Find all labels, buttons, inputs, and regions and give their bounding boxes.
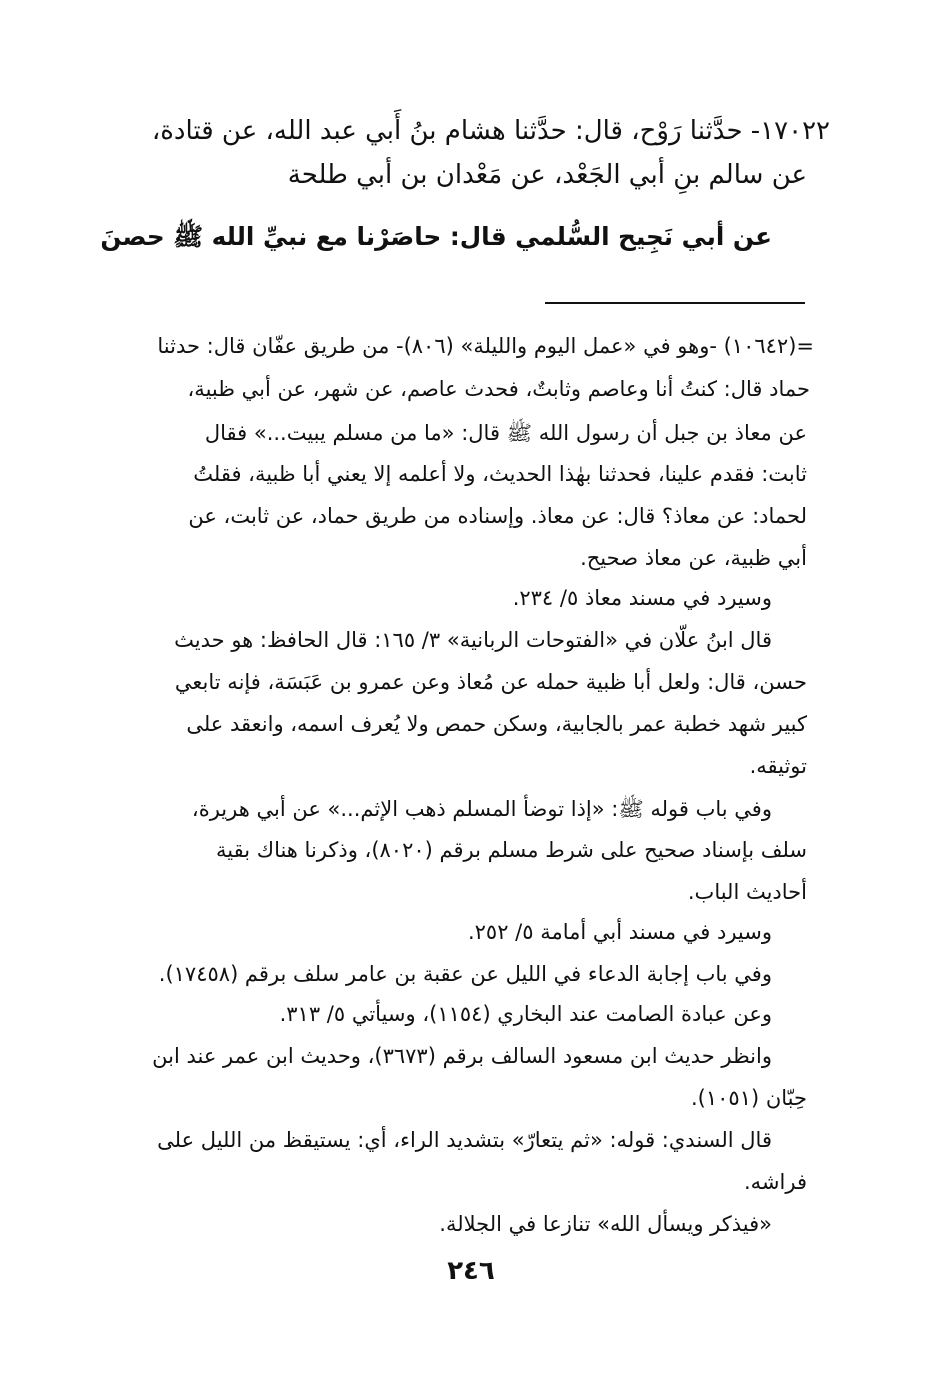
- page-number: ٢٤٦: [447, 1256, 495, 1286]
- footnote-line: حِبّان (١٠٥١).: [690, 1086, 807, 1110]
- footnote-line: وفي باب إجابة الدعاء في الليل عن عقبة بن عامر سلف برقم (١٧٤٥٨).: [158, 962, 772, 986]
- footnote-separator: [545, 302, 805, 304]
- footnote-line: فراشه.: [744, 1170, 807, 1194]
- footnote-line: كبير شهد خطبة عمر بالجابية، وسكن حمص ولا يُعرف اسمه، وانعقد على: [186, 712, 807, 736]
- hadith-line-3: عن أبي نَجِيح السُّلمي قال: حاصَرْنا مع نبيِّ الله ﷺ حصنَ: [100, 222, 772, 251]
- footnote-line: وسيرد في مسند معاذ ٥/ ٢٣٤.: [512, 586, 772, 610]
- footnote-line: حسن، قال: ولعل أبا ظبية حمله عن مُعاذ وعن عمرو بن عَبَسَة، فإنه تابعي: [174, 670, 807, 694]
- hadith-line-1: ١٧٠٢٢- حدَّثنا رَوْح، قال: حدَّثنا هشام بنُ أَبي عبد الله، عن قتادة،: [151, 116, 830, 146]
- footnote-line: وسيرد في مسند أبي أمامة ٥/ ٢٥٢.: [467, 920, 772, 944]
- footnote-line: قال السندي: قوله: «ثم يتعارّ» بتشديد الراء، أي: يستيقظ من الليل على: [157, 1128, 772, 1152]
- footnote-line: قال ابنُ علّان في «الفتوحات الربانية» ٣/ ١٦٥: قال الحافظ: هو حديث: [174, 628, 772, 652]
- footnote-line: وانظر حديث ابن مسعود السالف برقم (٣٦٧٣)، وحديث ابن عمر عند ابن: [152, 1044, 772, 1068]
- footnote-line: توثيقه.: [749, 754, 807, 778]
- footnote-line: وعن عبادة الصامت عند البخاري (١١٥٤)، وسيأتي ٥/ ٣١٣.: [279, 1002, 772, 1026]
- footnote-line: وفي باب قوله ﷺ: «إذا توضأ المسلم ذهب الإثم...» عن أبي هريرة،: [191, 797, 772, 821]
- footnote-line: أحاديث الباب.: [687, 880, 807, 904]
- footnote-line: =(١٠٦٤٢) -وهو في «عمل اليوم والليلة» (٨٠٦)- من طريق عفّان قال: حدثنا: [157, 334, 814, 358]
- footnote-line: لحماد: عن معاذ؟ قال: عن معاذ. وإسناده من طريق حماد، عن ثابت، عن: [188, 504, 807, 528]
- hadith-line-2: عن سالم بنِ أبي الجَعْد، عن مَعْدان بن أبي طلحة: [287, 160, 807, 190]
- footnote-line: «فيذكر ويسأل الله» تنازعا في الجلالة.: [439, 1212, 772, 1236]
- footnote-line: ثابت: فقدم علينا، فحدثنا بهٰذا الحديث، ولا أعلمه إلا يعني أبا ظبية، فقلتُ: [193, 462, 807, 486]
- footnote-line: سلف بإسناد صحيح على شرط مسلم برقم (٨٠٢٠)، وذكرنا هناك بقية: [216, 838, 807, 862]
- footnote-line: عن معاذ بن جبل أن رسول الله ﷺ قال: «ما من مسلم يبيت...» فقال: [204, 421, 807, 445]
- footnote-line: أبي ظبية، عن معاذ صحيح.: [580, 546, 807, 570]
- footnote-line: حماد قال: كنتُ أنا وعاصم وثابتٌ، فحدث عاصم، عن شهر، عن أبي ظبية،: [187, 377, 810, 401]
